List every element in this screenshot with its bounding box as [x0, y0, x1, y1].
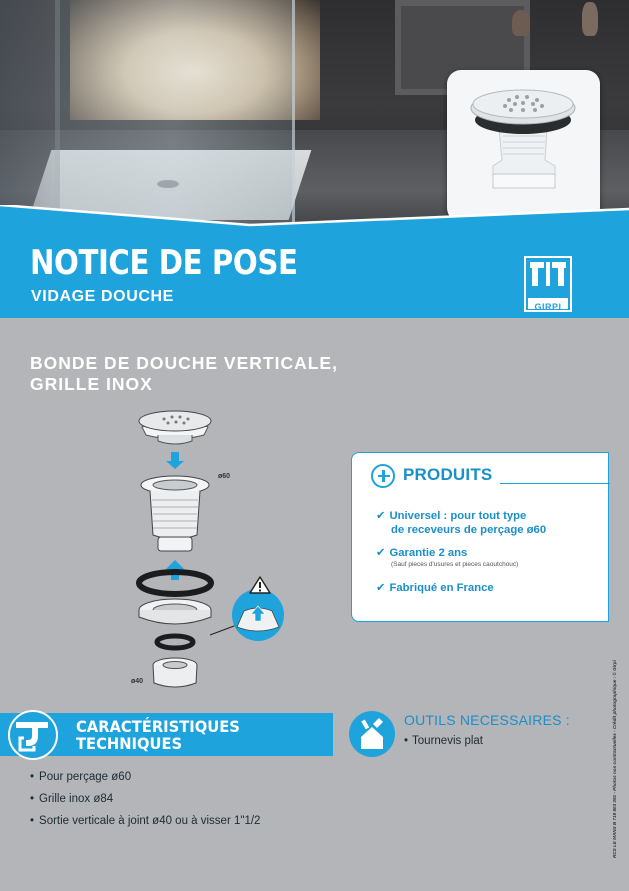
- girpi-logo-text: GIRPI: [534, 302, 562, 312]
- products-title: PRODUITS: [403, 465, 493, 484]
- hero-vase: [512, 10, 530, 36]
- section-title-line2: GRILLE INOX: [30, 374, 153, 394]
- hero-glass-panel: [55, 0, 295, 232]
- products-box: [351, 452, 609, 622]
- products-title-underline: [500, 483, 610, 484]
- tools-list: [404, 735, 483, 747]
- check-icon: ✔: [376, 582, 386, 594]
- diameter-40-label: ø40: [131, 678, 144, 685]
- hero-vase-2: [582, 2, 598, 36]
- characteristics-list: [30, 766, 260, 832]
- list-item: • Tournevis plat: [404, 735, 483, 747]
- check-icon: ✔: [376, 547, 386, 559]
- product-item-made-in-france: ✔ Fabriqué en France: [376, 582, 494, 594]
- list-item: • Sortie verticale à joint ø40 ou à visser 1"1/2: [30, 810, 260, 832]
- section-title-line1: BONDE DE DOUCHE VERTICALE,: [30, 353, 338, 373]
- sink-drain-icon: [8, 710, 58, 760]
- product-item-universal: ✔ Universel : pour tout type de receveurs de perçage ø60: [376, 510, 547, 536]
- legal-vertical-text: RCS LE MANS B 719 803 391 - Photos non contractuelles - Crédit photographique : © Girpi: [612, 660, 617, 858]
- page-title: NOTICE DE POSE: [30, 243, 298, 283]
- tools-icon: [349, 711, 395, 757]
- exploded-diagram: [120, 405, 290, 695]
- section-title: [30, 353, 338, 395]
- list-item: • Pour perçage ø60: [30, 766, 260, 788]
- check-icon: ✔: [376, 510, 386, 522]
- page-subtitle: VIDAGE DOUCHE: [31, 288, 174, 305]
- product-photo: [447, 70, 600, 222]
- hero-glass-panel-left: [0, 0, 60, 232]
- plus-circle-icon: [371, 464, 395, 488]
- characteristics-title: CARACTÉRISTIQUES TECHNIQUES: [76, 717, 240, 753]
- list-item: • Grille inox ø84: [30, 788, 260, 810]
- product-item-warranty: ✔ Garantie 2 ans (Sauf pieces d'usures et pieces caoutchouc): [376, 547, 519, 568]
- tools-title: OUTILS NECESSAIRES :: [404, 712, 570, 728]
- diameter-60-label: ø60: [218, 473, 231, 480]
